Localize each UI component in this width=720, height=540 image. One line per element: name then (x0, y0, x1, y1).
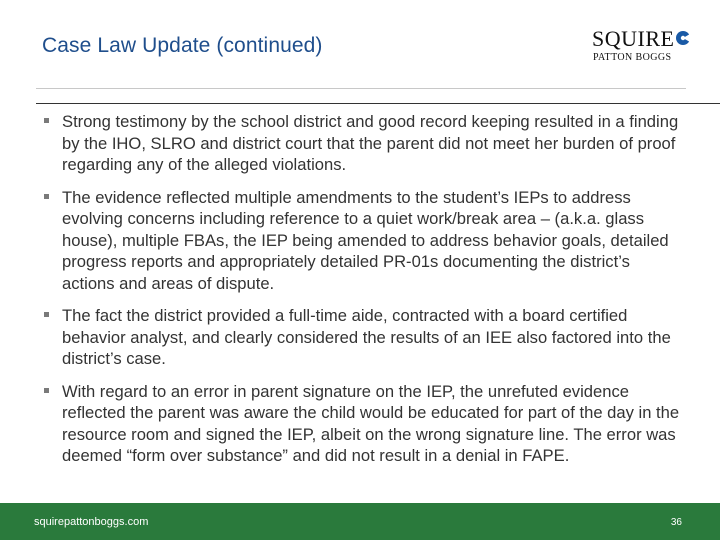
square-bullet-icon (44, 388, 49, 393)
list-item-text: The evidence reflected multiple amendments to the student’s IEPs to address evolving concerns including reference to a quiet work/break area – (a.k.a. glass house), multiple FBAs, the IEP being amended to address behavior goals, detailed progress reports and appropriately detailed PR-01s documenting the district’s actions and areas of dispute. (62, 187, 669, 293)
logo-text-sub: PATTON BOGGS (593, 52, 672, 63)
list-item (42, 305, 682, 370)
footer-url-link[interactable]: squirepattonboggs.com (34, 516, 149, 528)
squire-mark-icon (675, 30, 691, 46)
bullet-list (42, 111, 682, 478)
squire-patton-boggs-logo (592, 28, 692, 68)
square-bullet-icon (44, 194, 49, 199)
list-item-text: With regard to an error in parent signature on the IEP, the unrefuted evidence reflected the parent was aware the child would be educated for part of the day in the resource room and signed the IEP, albeit on the wrong signature line. The error was deemed “form over substance” and did not result in a denial in FAPE. (62, 381, 680, 465)
page-title: Case Law Update (continued) (42, 34, 323, 57)
square-bullet-icon (44, 118, 49, 123)
list-item-text: The fact the district provided a full-time aide, contracted with a board certified behavior analyst, and clearly considered the results of an IEE also factored into the district’s case. (62, 306, 671, 368)
list-item (42, 381, 682, 467)
logo-text-main: SQUIRE (592, 26, 675, 51)
footer-bar (0, 503, 720, 540)
page-number: 36 (670, 517, 682, 528)
list-item (42, 111, 682, 176)
header-divider (36, 103, 720, 104)
list-item (42, 187, 682, 295)
header-divider-light (36, 88, 686, 89)
list-item-text: Strong testimony by the school district and good record keeping resulted in a finding by the IHO, SLRO and district court that the parent did not meet her burden of proof regarding any of the alleged violations. (62, 112, 679, 174)
square-bullet-icon (44, 312, 49, 317)
